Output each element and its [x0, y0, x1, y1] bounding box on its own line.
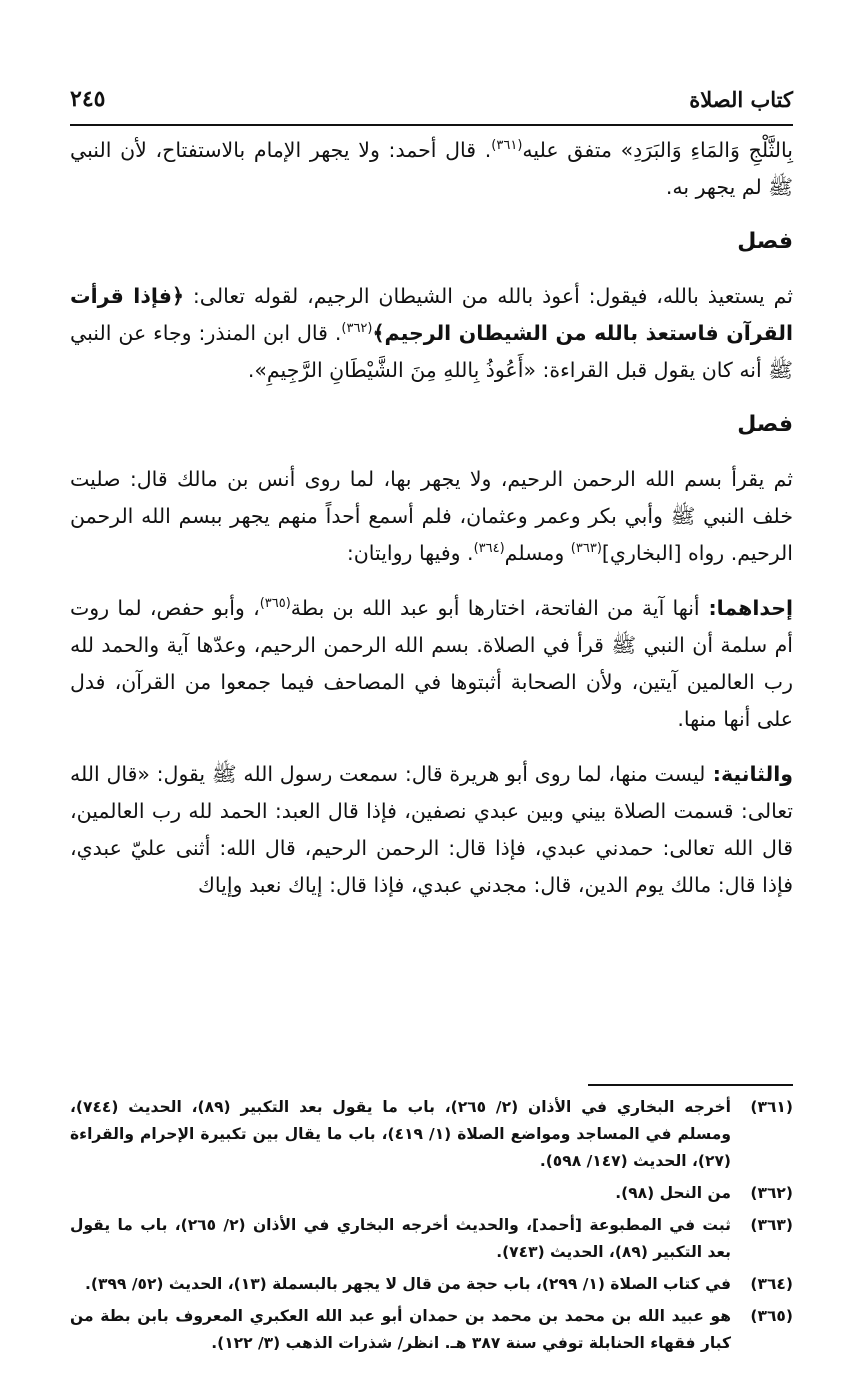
page-header [70, 72, 793, 112]
footnote-text: في كتاب الصلاة (١/ ٢٩٩)، باب حجة من قال لا يجهر بالبسملة (١٣)، الحديث (٥٢/ ٣٩٩). [85, 1275, 731, 1293]
footnote-ref: (٣٦٢) [341, 321, 373, 337]
paragraph-1 [70, 132, 793, 206]
footnote-number: (٣٦١) [750, 1098, 793, 1116]
footnote-text: أخرجه البخاري في الأذان (٢/ ٢٦٥)، باب ما يقول بعد التكبير (٨٩)، الحديث (٧٤٤)، ومسلم في المساجد ومواضع الصلاة (١/ ٤١٩)، باب ما يقال بين تكبيرة الإحرام والقراءة (٢٧)، الحديث (١٤٧/ ٥٩٨). [70, 1098, 732, 1170]
footnote-text: هو عبيد الله بن محمد بن محمد بن حمدان أبو عبد الله العكبري المعروف بابن بطة من كبار فقهاء الحنابلة توفي سنة ٣٨٧ هـ. انظر/ شذرات الذهب (٣/ ١٢٢). [70, 1307, 731, 1352]
footnote-number: (٣٦٤) [750, 1275, 793, 1293]
text-span: . وفيها روايتان: [346, 541, 474, 565]
footnote [70, 1212, 793, 1266]
footnote-ref: (٣٦٥) [259, 596, 291, 612]
paragraph-3 [70, 461, 793, 572]
footnote-rule [588, 1084, 793, 1086]
footnotes [70, 1094, 793, 1362]
lead-word: والثانية: [705, 762, 793, 786]
section-heading: فصل [737, 229, 793, 254]
main-text [70, 132, 793, 904]
header-rule [70, 124, 793, 126]
paragraph-4 [70, 590, 793, 738]
text-span: ثم يستعيذ بالله، فيقول: أعوذ بالله من الشيطان الرجيم، لقوله تعالى: [183, 284, 793, 308]
paragraph-2 [70, 278, 793, 389]
text-span: ليست منها، لما روى أبو هريرة قال: سمعت رسول الله ﷺ يقول: «قال الله تعالى: قسمت الصلاة بيني وبين عبدي نصفين، فإذا قال العبد: الحمد لله رب العالمين، قال الله تعالى: حمدني عبدي، فإذا قال: الرحمن الرحيم، قال الله: أثنى عليّ عبدي، فإذا قال: مالك يوم الدين، قال: مجدني عبدي، فإذا قال: إياك نعبد وإياك [70, 762, 793, 897]
footnote-ref: (٣٦١) [491, 138, 523, 154]
text-span: ومسلم [504, 541, 571, 565]
page-number: ٢٤٥ [70, 86, 106, 112]
footnote-number: (٣٦٢) [750, 1184, 793, 1202]
text-span: . قال أحمد: ولا يجهر الإمام بالاستفتاح، لأن النبي ﷺ لم يجهر به. [70, 138, 793, 199]
hadith-quote: «أَعُوذُ بِاللهِ مِنَ الشَّيْطَانِ الرَّجِيمِ». [247, 358, 536, 382]
text-span: ، وأبو حفص، لما روت أم سلمة أن النبي ﷺ قرأ في الصلاة. بسم الله الرحمن الرحيم، وعدّها آية والحمد لله رب العالمين آيتين، ولأن الصحابة أثبتوها في المصاحف فيما جمعوا من القرآن، فدل على أنها منها. [70, 596, 793, 731]
footnote-number: (٣٦٣) [750, 1216, 793, 1234]
lead-word: إحداهما: [699, 596, 793, 620]
text-span: ثم يقرأ بسم الله الرحمن الرحيم، ولا يجهر بها، لما روى أنس بن مالك قال: صليت خلف النبي ﷺ وأبي بكر وعمر وعثمان، فلم أسمع أحداً منهم يجهر ببسم الله الرحمن الرحيم. رواه [البخاري] [70, 467, 793, 565]
paragraph-5 [70, 756, 793, 904]
footnote-text: من النحل (٩٨). [615, 1184, 731, 1202]
footnote-ref: (٣٦٤) [473, 541, 505, 557]
book-title: كتاب الصلاة [689, 87, 793, 112]
footnote [70, 1271, 793, 1298]
footnote [70, 1180, 793, 1207]
footnote [70, 1094, 793, 1175]
footnote-text: ثبت في المطبوعة [أحمد]، والحديث أخرجه البخاري في الأذان (٢/ ٢٦٥)، باب ما يقول بعد التكبير (٨٩)، الحديث (٧٤٣). [70, 1216, 731, 1261]
text-span: بِالثَّلْجِ وَالمَاءِ وَالبَرَدِ» متفق عليه [522, 138, 794, 162]
text-span: أنها آية من الفاتحة، اختارها أبو عبد الله بن بطة [290, 596, 700, 620]
footnote-number: (٣٦٥) [750, 1307, 793, 1325]
quran-quote: ﴿فإذا قرأت القرآن فاستعذ بالله من الشيطان الرجيم﴾ [70, 284, 794, 345]
section-heading: فصل [737, 412, 793, 437]
footnote [70, 1303, 793, 1357]
footnote-ref: (٣٦٣) [570, 541, 602, 557]
text-span: . قال ابن المنذر: وجاء عن النبي ﷺ أنه كان يقول قبل القراءة: [70, 321, 793, 382]
